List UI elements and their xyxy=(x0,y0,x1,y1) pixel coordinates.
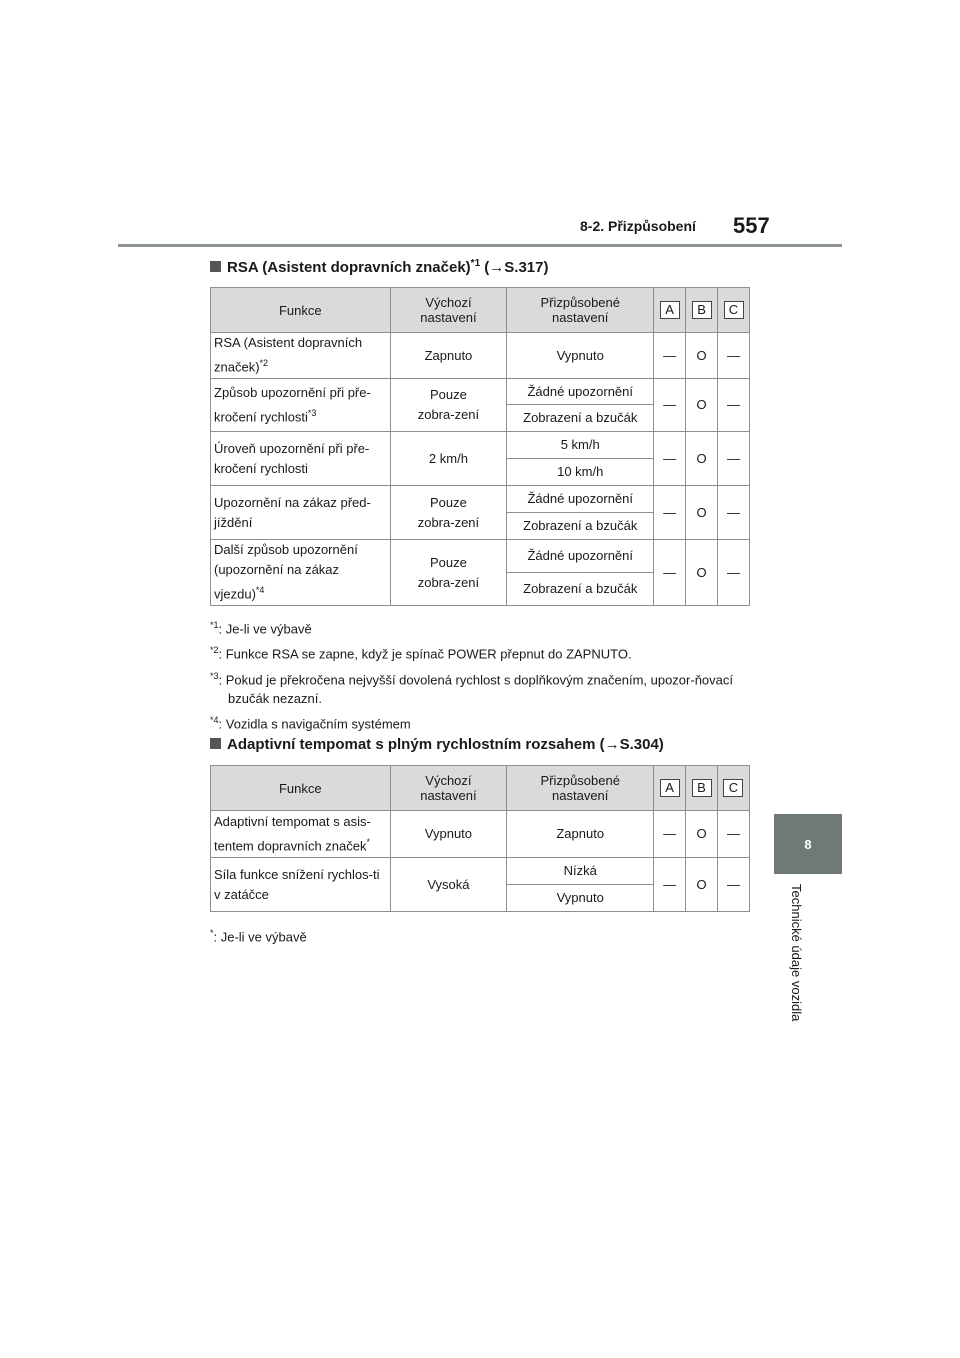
chapter-number: 8 xyxy=(804,836,812,852)
page-number: 557 xyxy=(733,213,770,238)
row-mark-b: O xyxy=(686,432,718,486)
section1-heading-text: RSA (Asistent dopravních značek) xyxy=(227,259,471,276)
row-option: Žádné upozornění xyxy=(507,540,654,573)
row-funkce xyxy=(211,486,391,540)
row-mark-a: — xyxy=(654,333,686,379)
row-funkce-text: Úroveň upozornění při pře-kročení rychlosti xyxy=(214,440,370,476)
square-bullet-icon xyxy=(210,261,221,272)
table-row xyxy=(211,432,750,459)
footnote-mark: *3 xyxy=(210,670,219,681)
col-header-a xyxy=(654,288,686,333)
row-mark-b: O xyxy=(686,858,718,912)
footnote-mark: *1 xyxy=(210,620,219,630)
rsa-settings-table xyxy=(210,287,750,606)
footnote xyxy=(210,667,755,708)
row-funkce-text: Další způsob upozornění (upozornění na zákaz vjezdu) xyxy=(214,542,358,602)
footnote-mark: *3 xyxy=(307,407,317,418)
col-header-vychozi-text: Výchozí nastavení xyxy=(420,773,477,803)
row-option: Zobrazení a bzučák xyxy=(507,513,654,540)
footnote-mark: * xyxy=(210,928,214,938)
row-funkce xyxy=(211,858,391,912)
col-header-c xyxy=(718,288,750,333)
col-header-prizpusobene xyxy=(507,288,654,333)
row-funkce-text: Upozornění na zákaz před-jíždění xyxy=(214,494,371,530)
footnote-text: : Funkce RSA se zapne, když je spínač POWER přepnut do ZAPNUTO. xyxy=(218,646,632,662)
footnote-text: : Vozidla s navigačním systémem xyxy=(218,716,411,732)
row-funkce xyxy=(211,333,391,379)
row-mark-b: O xyxy=(686,379,718,432)
letter-b-icon: B xyxy=(692,301,712,319)
row-funkce xyxy=(211,811,391,858)
table-row xyxy=(211,540,750,573)
row-funkce-text: Způsob upozornění při pře-kročení rychlosti xyxy=(214,384,371,425)
row-funkce xyxy=(211,540,391,606)
chapter-tab[interactable] xyxy=(774,814,842,874)
row-funkce-text: Síla funkce snížení rychlos-ti v zatáčce xyxy=(214,866,380,902)
section1-heading-footnote-mark: *1 xyxy=(470,258,481,269)
row-default-text: Pouze zobra-zení xyxy=(417,387,480,422)
table-header-row xyxy=(211,766,750,811)
row-funkce-text: RSA (Asistent dopravních značek) xyxy=(214,335,363,375)
table-row xyxy=(211,811,750,858)
row-default: Vysoká xyxy=(390,858,507,912)
table-row xyxy=(211,858,750,885)
row-option: Zobrazení a bzučák xyxy=(507,405,654,432)
row-option: 10 km/h xyxy=(507,459,654,486)
footnote-text: : Je-li ve výbavě xyxy=(218,621,312,637)
acc-settings-table xyxy=(210,765,750,912)
footnote-text: : Je-li ve výbavě xyxy=(213,929,307,945)
letter-b-icon: B xyxy=(692,779,712,797)
row-funkce xyxy=(211,379,391,432)
row-default-text: Pouze zobra-zení xyxy=(417,554,480,590)
col-header-vychozi xyxy=(390,288,507,333)
table-row xyxy=(211,379,750,405)
row-mark-b: O xyxy=(686,811,718,858)
row-mark-b: O xyxy=(686,540,718,606)
square-bullet-icon xyxy=(210,738,221,749)
col-header-vychozi xyxy=(390,766,507,811)
row-mark-c: — xyxy=(718,333,750,379)
footnote xyxy=(210,711,755,733)
row-option: Nízká xyxy=(507,858,654,885)
row-mark-a: — xyxy=(654,486,686,540)
row-default xyxy=(390,540,507,606)
col-header-funkce: Funkce xyxy=(211,288,391,333)
chapter-label: Technické údaje vozidla xyxy=(789,884,804,1022)
row-option: 5 km/h xyxy=(507,432,654,459)
section1-footnotes xyxy=(210,616,755,736)
section2-heading-text: Adaptivní tempomat s plným rychlostním rozsahem xyxy=(227,736,596,753)
row-option: Vypnuto xyxy=(507,333,654,379)
col-header-funkce: Funkce xyxy=(211,766,391,811)
row-default xyxy=(390,486,507,540)
section-title: 8-2. Přizpůsobení xyxy=(580,218,696,234)
row-mark-c: — xyxy=(717,858,749,912)
row-default: Vypnuto xyxy=(390,811,507,858)
footnote xyxy=(210,924,755,946)
footnote xyxy=(210,616,755,638)
footnote-text: : Pokud je překročena nejvyšší dovolená rychlost s doplňkovým značením, upozor-ňovací bzučák nezazní. xyxy=(218,671,733,706)
row-mark-a: — xyxy=(654,811,686,858)
col-header-prizpusobene-text: Přizpůsobené nastavení xyxy=(540,295,620,325)
row-default xyxy=(390,379,507,432)
row-default: 2 km/h xyxy=(390,432,507,486)
row-mark-c: — xyxy=(718,540,750,606)
letter-c-icon: C xyxy=(723,779,743,797)
row-default-text: Pouze zobra-zení xyxy=(417,494,480,530)
row-mark-c: — xyxy=(718,486,750,540)
row-mark-b: O xyxy=(686,333,718,379)
col-header-prizpusobene-text: Přizpůsobené nastavení xyxy=(540,773,620,803)
footnote xyxy=(210,641,755,663)
row-mark-c: — xyxy=(717,811,749,858)
table-row xyxy=(211,333,750,379)
letter-c-icon: C xyxy=(724,301,744,319)
row-option: Vypnuto xyxy=(507,885,654,912)
col-header-b xyxy=(686,288,718,333)
row-option: Zapnuto xyxy=(507,811,654,858)
col-header-b xyxy=(686,766,718,811)
row-mark-a: — xyxy=(654,379,686,432)
row-option: Zobrazení a bzučák xyxy=(507,573,654,606)
section2-footnotes xyxy=(210,924,755,949)
row-mark-a: — xyxy=(654,540,686,606)
section2-page-reference[interactable]: (→S.304) xyxy=(595,736,664,753)
footnote-mark: *4 xyxy=(255,585,265,596)
row-mark-a: — xyxy=(654,858,686,912)
footnote-mark: *2 xyxy=(259,358,269,369)
row-mark-b: O xyxy=(686,486,718,540)
letter-a-icon: A xyxy=(660,779,680,797)
header-divider xyxy=(118,244,842,247)
section1-heading xyxy=(210,258,548,276)
footnote-mark: * xyxy=(366,836,370,847)
col-header-prizpusobene xyxy=(507,766,654,811)
row-option: Žádné upozornění xyxy=(507,379,654,405)
row-mark-c: — xyxy=(718,379,750,432)
row-mark-a: — xyxy=(654,432,686,486)
footnote-mark: *4 xyxy=(210,714,219,725)
col-header-c xyxy=(717,766,749,811)
row-funkce xyxy=(211,432,391,486)
section1-page-reference[interactable]: (→S.317) xyxy=(480,259,549,276)
col-header-a xyxy=(654,766,686,811)
table-row xyxy=(211,486,750,513)
row-option: Žádné upozornění xyxy=(507,486,654,513)
row-default: Zapnuto xyxy=(390,333,507,379)
row-funkce-text: Adaptivní tempomat s asis-tentem dopravních značek xyxy=(214,813,371,854)
row-mark-c: — xyxy=(718,432,750,486)
footnote-mark: *2 xyxy=(210,645,219,656)
col-header-vychozi-text: Výchozí nastavení xyxy=(420,295,477,325)
section2-heading xyxy=(210,736,664,753)
table-header-row xyxy=(211,288,750,333)
letter-a-icon: A xyxy=(660,301,680,319)
